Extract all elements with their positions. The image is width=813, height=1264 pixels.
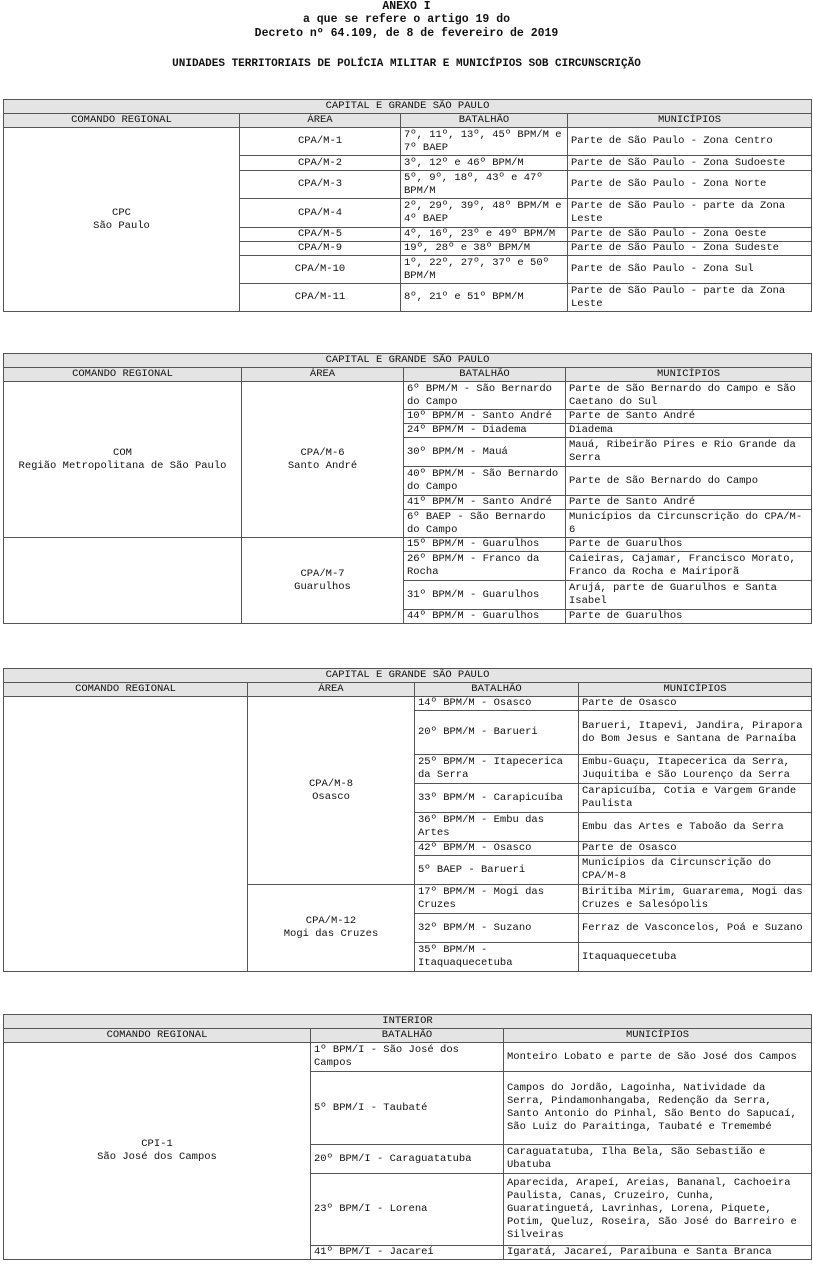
municipios-cell: Mauá, Ribeirão Pires e Rio Grande da Serra bbox=[566, 438, 812, 467]
batalhao-cell: 33º BPM/M - Carapicuíba bbox=[415, 784, 579, 813]
municipios-cell: Itaquaquecetuba bbox=[579, 943, 812, 972]
area-cell: CPA/M-4 bbox=[240, 199, 401, 228]
area-cell bbox=[242, 382, 404, 538]
area-cell bbox=[242, 538, 404, 624]
municipios-cell: Caraguatatuba, Ilha Bela, São Sebastião e Ubatuba bbox=[504, 1145, 812, 1174]
municipios-cell: Parte de Guarulhos bbox=[566, 610, 812, 624]
col-header-municipios: MUNICÍPIOS bbox=[504, 1029, 812, 1043]
batalhao-cell: 32º BPM/M - Suzano bbox=[415, 914, 579, 943]
batalhao-cell: 41º BPM/M - Santo André bbox=[404, 496, 566, 510]
table-capital-com bbox=[3, 353, 812, 624]
command-cell bbox=[4, 1043, 311, 1260]
col-header-comando: COMANDO REGIONAL bbox=[4, 683, 248, 697]
batalhao-cell: 20º BPM/M - Barueri bbox=[415, 711, 579, 755]
annex-reference: a que se refere o artigo 19 do bbox=[302, 13, 511, 26]
municipios-cell: Parte de Osasco bbox=[579, 842, 812, 856]
municipios-cell: Arujá, parte de Guarulhos e Santa Isabel bbox=[566, 581, 812, 610]
municipios-cell: Parte de São Paulo - Zona Sudeste bbox=[568, 242, 812, 256]
batalhao-cell: 44º BPM/M - Guarulhos bbox=[404, 610, 566, 624]
table-title: CAPITAL E GRANDE SÃO PAULO bbox=[4, 100, 812, 114]
batalhao-cell: 42º BPM/M - Osasco bbox=[415, 842, 579, 856]
municipios-cell: Parte de Guarulhos bbox=[566, 538, 812, 552]
municipios-cell: Parte de São Bernardo do Campo bbox=[566, 467, 812, 496]
command-name: São José dos Campos bbox=[97, 1151, 217, 1163]
municipios-cell: Monteiro Lobato e parte de São José dos Campos bbox=[504, 1043, 812, 1072]
document-header bbox=[0, 0, 813, 71]
batalhao-cell: 35º BPM/M - Itaquaquecetuba bbox=[415, 943, 579, 972]
municipios-cell: Parte de São Paulo - Zona Sudoeste bbox=[568, 156, 812, 171]
area-code: CPA/M-8 bbox=[308, 777, 354, 790]
batalhao-cell: 36º BPM/M - Embu das Artes bbox=[415, 813, 579, 842]
municipios-cell: Parte de São Paulo - Zona Norte bbox=[568, 171, 812, 199]
batalhao-cell: 15º BPM/M - Guarulhos bbox=[404, 538, 566, 552]
municipios-cell: Parte de Santo André bbox=[566, 410, 812, 424]
batalhao-cell: 40º BPM/M - São Bernardo do Campo bbox=[404, 467, 566, 496]
municipios-cell: Campos do Jordão, Lagoinha, Natividade da Serra, Pindamonhangaba, Redenção da Serra, Santo Antonio do Pinhal, São Bento do Sapucaí, São Luiz do Paraitinga, Taubaté e Tremembé bbox=[504, 1072, 812, 1145]
batalhao-cell: 25º BPM/M - Itapecerica da Serra bbox=[415, 755, 579, 784]
col-header-batalhao: BATALHÃO bbox=[404, 368, 566, 382]
batalhao-cell: 19º, 28º e 38º BPM/M bbox=[401, 242, 568, 256]
area-name: Mogi das Cruzes bbox=[283, 928, 379, 940]
municipios-cell: Municípios da Circunscrição do CPA/M-8 bbox=[579, 856, 812, 885]
batalhao-cell: 30º BPM/M - Mauá bbox=[404, 438, 566, 467]
command-cell bbox=[4, 128, 240, 312]
municipios-cell: Parte de São Paulo - Zona Centro bbox=[568, 128, 812, 156]
col-header-municipios: MUNICÍPIOS bbox=[579, 683, 812, 697]
municipios-cell: Diadema bbox=[566, 424, 812, 438]
batalhao-cell: 24º BPM/M - Diadema bbox=[404, 424, 566, 438]
batalhao-cell: 5º BPM/I - Taubaté bbox=[311, 1072, 504, 1145]
table-capital-cpc bbox=[3, 99, 812, 312]
batalhao-cell: 31º BPM/M - Guarulhos bbox=[404, 581, 566, 610]
area-code: CPA/M-12 bbox=[305, 915, 357, 927]
command-cell bbox=[4, 382, 242, 538]
table-title: CAPITAL E GRANDE SÃO PAULO bbox=[4, 669, 812, 683]
municipios-cell: Parte de São Paulo - parte da Zona Leste bbox=[568, 199, 812, 228]
batalhao-cell: 3º, 12º e 46º BPM/M bbox=[401, 156, 568, 171]
area-name: Osasco bbox=[312, 790, 350, 803]
municipios-cell: Igaratá, Jacareí, Paraibuna e Santa Branca bbox=[504, 1246, 812, 1260]
col-header-comando: COMANDO REGIONAL bbox=[4, 368, 242, 382]
command-cell-empty bbox=[4, 538, 242, 624]
batalhao-cell: 41º BPM/I - Jacareí bbox=[311, 1246, 504, 1260]
col-header-comando: COMANDO REGIONAL bbox=[4, 114, 240, 128]
batalhao-cell: 2º, 29º, 39º, 48º BPM/M e 4º BAEP bbox=[401, 199, 568, 228]
area-cell: CPA/M-3 bbox=[240, 171, 401, 199]
table-interior bbox=[3, 1014, 812, 1260]
document-subtitle: UNIDADES TERRITORIAIS DE POLÍCIA MILITAR E MUNICÍPIOS SOB CIRCUNSCRIÇÃO bbox=[172, 58, 641, 70]
batalhao-cell: 26º BPM/M - Franco da Rocha bbox=[404, 552, 566, 581]
municipios-cell: Carapicuíba, Cotia e Vargem Grande Paulista bbox=[579, 784, 812, 813]
area-cell bbox=[248, 885, 415, 972]
batalhao-cell: 20º BPM/I - Caraguatatuba bbox=[311, 1145, 504, 1174]
command-cell-empty bbox=[4, 697, 248, 972]
batalhao-cell: 10º BPM/M - Santo André bbox=[404, 410, 566, 424]
col-header-area: ÁREA bbox=[248, 683, 415, 697]
col-header-municipios: MUNICÍPIOS bbox=[568, 114, 812, 128]
area-cell: CPA/M-2 bbox=[240, 156, 401, 171]
municipios-cell: Municípios da Circunscrição do CPA/M-6 bbox=[566, 510, 812, 538]
col-header-batalhao: BATALHÃO bbox=[311, 1029, 504, 1043]
municipios-cell: Parte de São Paulo - Zona Sul bbox=[568, 256, 812, 284]
municipios-cell: Biritiba Mirim, Guararema, Mogi das Cruzes e Salesópolis bbox=[579, 885, 812, 914]
area-cell: CPA/M-9 bbox=[240, 242, 401, 256]
municipios-cell: Parte de Santo André bbox=[566, 496, 812, 510]
municipios-cell: Embu das Artes e Taboão da Serra bbox=[579, 813, 812, 842]
municipios-cell: Parte de São Paulo - Zona Oeste bbox=[568, 228, 812, 242]
area-code: CPA/M-6 bbox=[300, 446, 345, 459]
table-title: CAPITAL E GRANDE SÃO PAULO bbox=[4, 354, 812, 368]
batalhao-cell: 1º, 22º, 27º, 37º e 50º BPM/M bbox=[401, 256, 568, 284]
command-name: Região Metropolitana de São Paulo bbox=[18, 459, 227, 472]
col-header-municipios: MUNICÍPIOS bbox=[566, 368, 812, 382]
batalhao-cell: 6º BPM/M - São Bernardo do Campo bbox=[404, 382, 566, 410]
command-code: CPC bbox=[112, 206, 131, 219]
batalhao-cell: 14º BPM/M - Osasco bbox=[415, 697, 579, 711]
batalhao-cell: 1º BPM/I - São José dos Campos bbox=[311, 1043, 504, 1072]
batalhao-cell: 5º BAEP - Barueri bbox=[415, 856, 579, 885]
batalhao-cell: 8º, 21º e 51º BPM/M bbox=[401, 284, 568, 312]
batalhao-cell: 17º BPM/M - Mogi das Cruzes bbox=[415, 885, 579, 914]
area-cell: CPA/M-5 bbox=[240, 228, 401, 242]
municipios-cell: Caieiras, Cajamar, Francisco Morato, Franco da Rocha e Mairiporã bbox=[566, 552, 812, 581]
col-header-area: ÁREA bbox=[240, 114, 401, 128]
area-cell: CPA/M-1 bbox=[240, 128, 401, 156]
municipios-cell: Parte de São Bernardo do Campo e São Caetano do Sul bbox=[566, 382, 812, 410]
municipios-cell: Parte de São Paulo - parte da Zona Leste bbox=[568, 284, 812, 312]
batalhao-cell: 4º, 16º, 23º e 49º BPM/M bbox=[401, 228, 568, 242]
municipios-cell: Aparecida, Arapeí, Areias, Bananal, Cachoeira Paulista, Canas, Cruzeiro, Cunha, Guaratinguetá, Lavrinhas, Lorena, Piquete, Potim, Queluz, Roseira, São José do Barreiro e Silveiras bbox=[504, 1174, 812, 1246]
area-code: CPA/M-7 bbox=[300, 567, 345, 580]
batalhao-cell: 7º, 11º, 13º, 45º BPM/M e 7º BAEP bbox=[401, 128, 568, 156]
table-title: INTERIOR bbox=[4, 1015, 812, 1029]
col-header-area: ÁREA bbox=[242, 368, 404, 382]
command-code: COM bbox=[113, 446, 132, 459]
batalhao-cell: 5º, 9º, 18º, 43º e 47º BPM/M bbox=[401, 171, 568, 199]
area-cell bbox=[248, 697, 415, 885]
batalhao-cell: 23º BPM/I - Lorena bbox=[311, 1174, 504, 1246]
area-name: Santo André bbox=[287, 459, 358, 472]
annex-title: ANEXO I bbox=[382, 0, 431, 13]
area-name: Guarulhos bbox=[294, 580, 351, 593]
col-header-comando: COMANDO REGIONAL bbox=[4, 1029, 311, 1043]
municipios-cell: Parte de Osasco bbox=[579, 697, 812, 711]
decree-reference: Decreto nº 64.109, de 8 de fevereiro de 2019 bbox=[254, 27, 559, 40]
table-capital-osasco bbox=[3, 668, 812, 972]
area-cell: CPA/M-11 bbox=[240, 284, 401, 312]
col-header-batalhao: BATALHÃO bbox=[415, 683, 579, 697]
area-cell: CPA/M-10 bbox=[240, 256, 401, 284]
col-header-batalhao: BATALHÃO bbox=[401, 114, 568, 128]
municipios-cell: Barueri, Itapevi, Jandira, Pirapora do Bom Jesus e Santana de Parnaíba bbox=[579, 711, 812, 755]
municipios-cell: Embu-Guaçu, Itapecerica da Serra, Juquitiba e São Lourenço da Serra bbox=[579, 755, 812, 784]
command-code: CPI-1 bbox=[141, 1138, 173, 1150]
command-name: São Paulo bbox=[93, 219, 150, 232]
municipios-cell: Ferraz de Vasconcelos, Poá e Suzano bbox=[579, 914, 812, 943]
batalhao-cell: 6º BAEP - São Bernardo do Campo bbox=[404, 510, 566, 538]
